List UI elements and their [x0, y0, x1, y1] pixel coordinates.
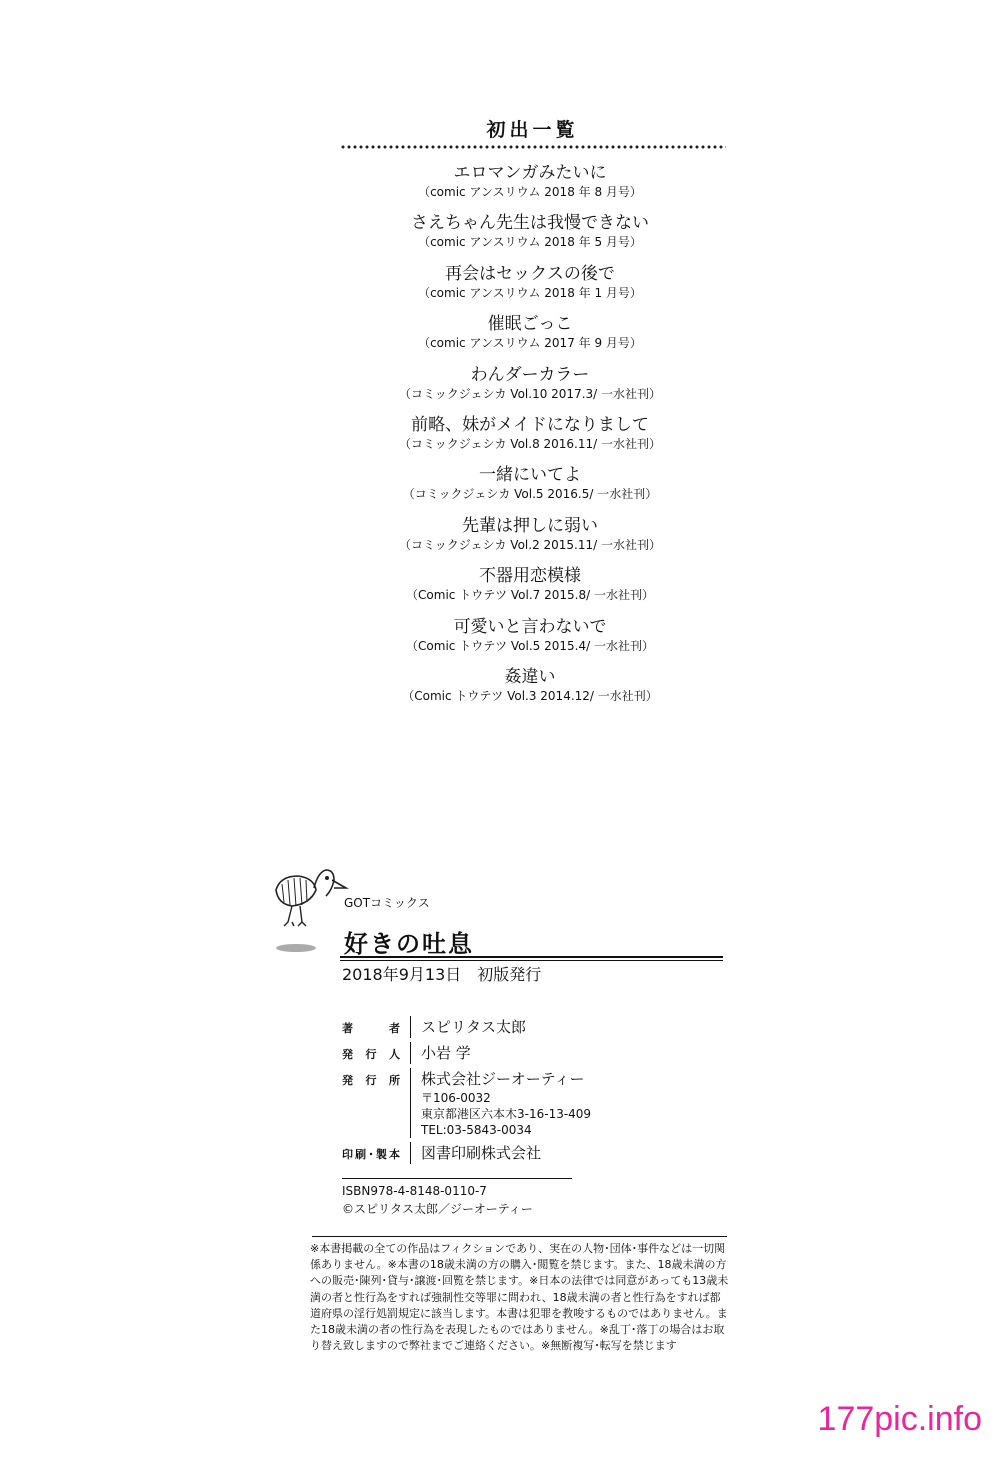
first-appearance-title: 初出一覧 — [486, 119, 579, 141]
list-item — [380, 313, 680, 363]
list-item — [380, 162, 680, 212]
list-item — [380, 212, 680, 262]
dotted-divider — [340, 144, 726, 150]
story-title: エロマンガみたいに — [453, 163, 607, 183]
divider — [340, 960, 723, 961]
book-title: 好きの吐息 — [344, 930, 474, 958]
story-source: （comic アンスリウム 2017 年 9 月号） — [418, 336, 642, 351]
company-name: 株式会社ジーオーティー — [421, 1070, 585, 1088]
credit-label: 著者 — [342, 1022, 400, 1035]
list-item — [380, 414, 680, 464]
publisher-office — [410, 1068, 591, 1138]
author-name: スピリタス太郎 — [410, 1016, 526, 1038]
list-item — [380, 464, 680, 514]
first-appearance-list — [380, 162, 680, 716]
list-item — [380, 616, 680, 666]
divider — [312, 1236, 727, 1237]
credit-label: 発行所 — [342, 1074, 400, 1087]
date: 2018年9月13日 — [342, 965, 462, 984]
story-title: わんダーカラー — [470, 364, 590, 385]
credit-row-printer — [342, 1142, 591, 1168]
story-title: 再会はセックスの後で — [445, 263, 615, 284]
story-title: さえちゃん先生は我慢できない — [411, 213, 649, 234]
credit-row-publisher — [342, 1042, 591, 1068]
story-source: （Comic トウテツ Vol.5 2015.4/ 一水社刊） — [406, 638, 654, 653]
story-source: （コミックジェシカ Vol.8 2016.11/ 一水社刊） — [398, 436, 662, 451]
story-title: 前略、妹がメイドになりまして — [411, 414, 649, 435]
watermark: 177pic.info — [817, 1400, 982, 1438]
publisher-name: 小岩 学 — [410, 1042, 471, 1064]
story-title: 可愛いと言わないで — [453, 616, 607, 637]
isbn: ISBN978-4-8148-0110-7 — [342, 1184, 487, 1198]
story-title: 姦違い — [504, 666, 556, 687]
list-item — [380, 515, 680, 565]
story-title: 不器用恋模様 — [479, 566, 581, 587]
story-source: （comic アンスリウム 2018 年 8 月号） — [418, 185, 642, 199]
printer-name: 図書印刷株式会社 — [410, 1142, 541, 1164]
story-source: （コミックジェシカ Vol.10 2017.3/ 一水社刊） — [398, 386, 662, 401]
list-item — [380, 565, 680, 615]
address: 東京都港区六本木3-16-13-409 — [421, 1107, 592, 1121]
series-label: GOTコミックス — [344, 896, 430, 910]
credit-row-author — [342, 1016, 591, 1042]
postal-code: 〒106-0032 — [421, 1091, 491, 1105]
legal-notice: ※本書掲載の全ての作品はフィクションであり、実在の人物･団体･事件などは一切関係ありません。※本書の18歳未満の方の購入･閲覧を禁じます。また、18歳未満の方への販売･陳列･貸与･譲渡･回覧を禁じます。※日本の法律では同意があっても13歳未満の者と性行為をすれば強制性交等罪に問われ、18歳未満の者と性行為をすれば都道府県の淫行処罰規定に該当します。本書は犯罪を教唆するものではありません。また18歳未満の者の性行為を表現したものではありません。※乱丁･落丁の場合はお取り替え致しますので弊社までご連絡ください。※無断複写･転写を禁じます — [310, 1242, 729, 1353]
story-source: （コミックジェシカ Vol.5 2016.5/ 一水社刊） — [402, 487, 658, 502]
list-item — [380, 263, 680, 313]
divider — [342, 1178, 572, 1179]
edition: 初版発行 — [477, 965, 542, 984]
divider — [340, 956, 723, 958]
list-item — [380, 364, 680, 414]
credits — [342, 1016, 591, 1168]
list-item — [380, 666, 680, 716]
credit-row-office — [342, 1068, 591, 1142]
credit-label: 印刷･製本 — [342, 1148, 400, 1161]
copyright: ©スピリタス太郎／ジーオーティー — [342, 1202, 533, 1216]
story-source: （comic アンスリウム 2018 年 5 月号） — [418, 235, 642, 250]
bird-mascot-icon — [270, 860, 350, 960]
story-source: （コミックジェシカ Vol.2 2015.11/ 一水社刊） — [398, 537, 662, 552]
publication-date — [342, 962, 541, 985]
story-title: 先輩は押しに弱い — [462, 515, 598, 536]
story-source: （Comic トウテツ Vol.7 2015.8/ 一水社刊） — [406, 588, 654, 603]
phone: TEL:03-5843-0034 — [421, 1123, 532, 1137]
isbn-block — [342, 1182, 533, 1218]
story-source: （Comic トウテツ Vol.3 2014.12/ 一水社刊） — [402, 688, 658, 703]
credit-label: 発行人 — [342, 1048, 400, 1061]
story-title: 催眠ごっこ — [487, 314, 573, 335]
colophon — [270, 860, 730, 1300]
story-title: 一緒にいてよ — [479, 465, 581, 486]
story-source: （comic アンスリウム 2018 年 1 月号） — [418, 285, 642, 300]
